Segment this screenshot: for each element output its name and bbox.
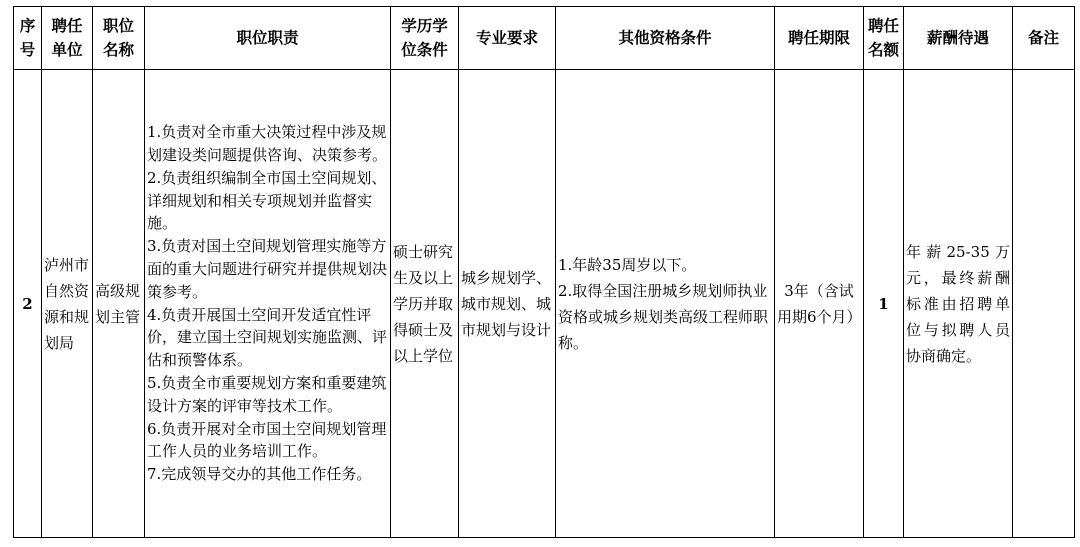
duty-item: 5.负责全市重要规划方案和重要建筑设计方案的评审等技术工作。 [147, 373, 387, 415]
cell-seq: 2 [14, 70, 42, 538]
header-salary: 薪酬待遇 [904, 7, 1013, 70]
duty-item: 1.负责对全市重大决策过程中涉及规划建设类问题提供咨询、决策参考。 [147, 123, 388, 164]
header-education: 学历学位条件 [391, 7, 459, 70]
cell-term: 3年（含试用期6个月） [775, 70, 864, 538]
cell-remarks [1013, 70, 1075, 538]
cell-education: 硕士研究生及以上学历并取得硕士及以上学位 [391, 70, 459, 538]
header-position: 职位名称 [93, 7, 145, 70]
duty-item: 4.负责开展国土空间开发适宜性评价，建立国土空间规划实施监测、评估和预警体系。 [147, 305, 388, 370]
cell-duties [145, 70, 391, 538]
job-posting-sheet [13, 6, 1074, 538]
header-seq: 序号 [14, 7, 42, 70]
cell-position: 高级规划主管 [93, 70, 145, 538]
header-duties: 职位职责 [145, 7, 391, 70]
duty-item: 2.负责组织编制全市国土空间规划、详细规划和相关专项规划并监督实施。 [147, 168, 387, 233]
header-quota: 聘任名额 [864, 7, 904, 70]
duty-item: 7.完成领导交办的其他工作任务。 [147, 465, 372, 484]
header-major: 专业要求 [459, 7, 556, 70]
cell-employer: 泸州市自然资源和规划局 [42, 70, 93, 538]
header-term: 聘任期限 [775, 7, 864, 70]
condition-item: 1.年龄35周岁以下。 [558, 255, 697, 274]
cell-quota: 1 [864, 70, 904, 538]
cell-salary: 年薪25-35万元，最终薪酬标准由招聘单位与拟聘人员协商确定。 [904, 70, 1013, 538]
header-remarks: 备注 [1013, 7, 1075, 70]
header-other-conditions: 其他资格条件 [556, 7, 775, 70]
cell-major: 城乡规划学、城市规划、城市规划与设计 [459, 70, 556, 538]
condition-item: 2.取得全国注册城乡规划师执业资格或城乡规划类高级工程师职称。 [558, 281, 769, 352]
duty-item: 3.负责对国土空间规划管理实施等方面的重大问题进行研究并提供规划决策参考。 [147, 237, 388, 301]
table-row [14, 70, 1075, 538]
cell-other-conditions [556, 70, 775, 538]
duty-item: 6.负责开展对全市国土空间规划管理工作人员的业务培训工作。 [147, 419, 387, 461]
header-employer: 聘任单位 [42, 7, 93, 70]
header-row [14, 7, 1075, 70]
job-table [13, 6, 1075, 538]
